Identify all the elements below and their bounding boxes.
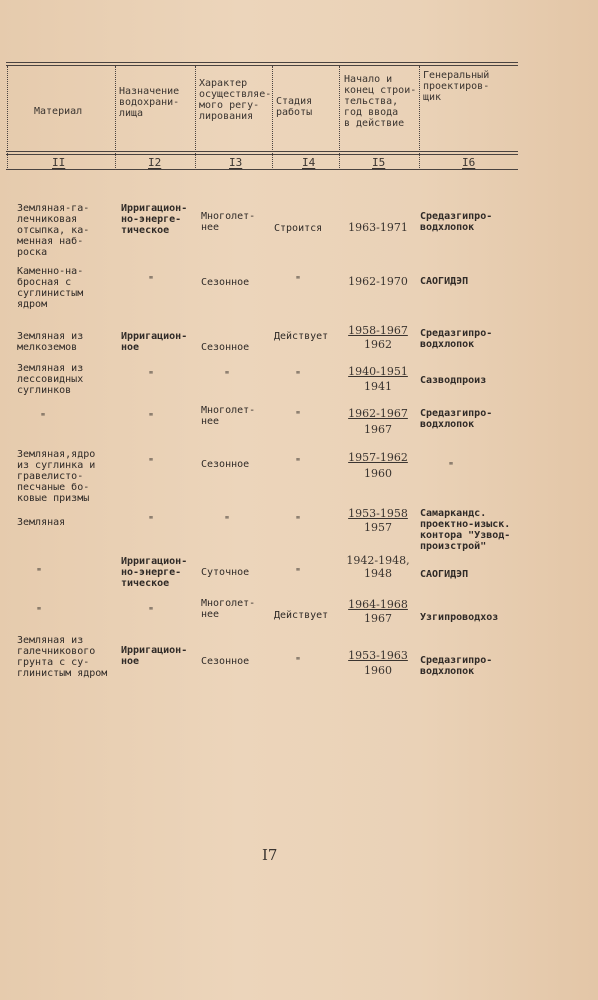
- row-1-purpose: Ирригацион- но-энерге- тическое: [121, 203, 188, 236]
- col-sep-1: [115, 66, 116, 170]
- header-years: Начало и конец строи- тельства, год ввода в действие: [344, 74, 417, 129]
- row-10-regulation: Сезонное: [201, 656, 250, 667]
- row-7-years: 1953-1958: [348, 507, 408, 520]
- row-7-commissioned: 1957: [364, 521, 392, 534]
- col-num-16: I6: [462, 156, 476, 169]
- row-8-regulation: Суточное: [201, 567, 250, 578]
- row-6-stage: ": [295, 457, 302, 468]
- row-2-years: 1962-1970: [348, 275, 408, 288]
- row-6-purpose: ": [148, 457, 155, 468]
- col-num-15: I5: [372, 156, 386, 169]
- row-9-regulation: Многолет- нее: [201, 598, 256, 620]
- row-8-designer: САОГИДЭП: [420, 569, 469, 580]
- row-10-years: 1953-1963: [348, 649, 408, 662]
- row-3-stage: Действует: [274, 331, 329, 342]
- row-6-years: 1957-1962: [348, 451, 408, 464]
- row-10-material: Земляная из галечникового грунта с су- глинистым ядром: [17, 635, 108, 679]
- header-top-rule: [6, 62, 518, 63]
- row-4-designer: Сазводпроиз: [420, 375, 487, 386]
- row-7-material: Земляная: [17, 517, 66, 528]
- row-4-stage: ": [295, 370, 302, 381]
- row-8-material: ": [36, 567, 43, 578]
- row-3-material: Земляная из мелкоземов: [17, 331, 84, 353]
- row-1-regulation: Многолет- нее: [201, 211, 256, 233]
- row-4-years: 1940-1951: [348, 365, 408, 378]
- row-2-material: Каменно-на- бросная с суглинистым ядром: [17, 266, 84, 310]
- header-material: Материал: [34, 106, 83, 117]
- row-9-material: ": [36, 606, 43, 617]
- row-1-designer: Средазгипро- водхлопок: [420, 211, 493, 233]
- col-num-14: I4: [302, 156, 316, 169]
- col-sep-3: [272, 66, 273, 170]
- row-9-purpose: ": [148, 606, 155, 617]
- col-sep-5: [419, 66, 420, 170]
- row-10-stage: ": [295, 656, 302, 667]
- header-regulation: Характер осуществляе- мого регу- лирования: [199, 78, 272, 122]
- row-6-designer: ": [448, 461, 455, 472]
- row-5-material: ": [40, 412, 47, 423]
- row-5-regulation: Многолет- нее: [201, 405, 256, 427]
- row-3-purpose: Ирригацион- ное: [121, 331, 188, 353]
- col-sep-0: [7, 66, 8, 170]
- row-8-commissioned: 1948: [364, 567, 392, 580]
- row-2-stage: ": [295, 275, 302, 286]
- col-num-11: II: [52, 156, 66, 169]
- row-9-years: 1964-1968: [348, 598, 408, 611]
- header-top-rule-2: [6, 65, 518, 66]
- row-10-commissioned: 1960: [364, 664, 392, 677]
- header-designer: Генеральный проектиров- щик: [423, 70, 490, 103]
- page-number: I7: [262, 846, 278, 864]
- row-2-regulation: Сезонное: [201, 277, 250, 288]
- col-num-12: I2: [148, 156, 162, 169]
- header-bottom-rule-2: [6, 154, 518, 155]
- row-9-stage: Действует: [274, 610, 329, 621]
- row-7-purpose: ": [148, 515, 155, 526]
- row-6-commissioned: 1960: [364, 467, 392, 480]
- row-8-years: 1942-1948,: [346, 554, 410, 567]
- row-9-designer: Узгипроводхоз: [420, 612, 499, 623]
- row-9-commissioned: 1967: [364, 612, 392, 625]
- row-3-designer: Средазгипро- водхлопок: [420, 328, 493, 350]
- row-4-regulation: ": [224, 370, 231, 381]
- row-5-years: 1962-1967: [348, 407, 408, 420]
- row-1-years: 1963-1971: [348, 221, 408, 234]
- row-4-purpose: ": [148, 370, 155, 381]
- row-4-material: Земляная из лессовидных суглинков: [17, 363, 84, 396]
- header-purpose: Назначение водохрани- лища: [119, 86, 180, 119]
- row-10-purpose: Ирригацион- ное: [121, 645, 188, 667]
- row-7-regulation: ": [224, 515, 231, 526]
- row-5-commissioned: 1967: [364, 423, 392, 436]
- header-stage: Стадия работы: [276, 96, 313, 118]
- row-3-commissioned: 1962: [364, 338, 392, 351]
- row-7-stage: ": [295, 515, 302, 526]
- row-3-years: 1958-1967: [348, 324, 408, 337]
- col-sep-4: [339, 66, 340, 170]
- row-3-regulation: Сезонное: [201, 342, 250, 353]
- col-num-13: I3: [229, 156, 243, 169]
- row-4-commissioned: 1941: [364, 380, 392, 393]
- row-10-designer: Средазгипро- водхлопок: [420, 655, 493, 677]
- row-8-stage: ": [295, 567, 302, 578]
- column-number-rule: [6, 169, 518, 170]
- row-5-stage: ": [295, 410, 302, 421]
- row-6-material: Земляная,ядро из суглинка и гравелисто- песчаные бо- ковые призмы: [17, 449, 96, 504]
- row-6-regulation: Сезонное: [201, 459, 250, 470]
- col-sep-2: [195, 66, 196, 170]
- row-5-purpose: ": [148, 412, 155, 423]
- header-bottom-rule: [6, 151, 518, 152]
- row-7-designer: Самаркандс. проектно-изыск. контора "Узвод- произстрой": [420, 508, 511, 552]
- row-1-stage: Строится: [274, 223, 323, 234]
- row-2-purpose: ": [148, 275, 155, 286]
- row-8-purpose: Ирригацион- но-энерге- тическое: [121, 556, 188, 589]
- row-2-designer: САОГИДЭП: [420, 276, 469, 287]
- row-5-designer: Средазгипро- водхлопок: [420, 408, 493, 430]
- row-1-material: Земляная-га- лечниковая отсыпка, ка- менная наб- роска: [17, 203, 90, 258]
